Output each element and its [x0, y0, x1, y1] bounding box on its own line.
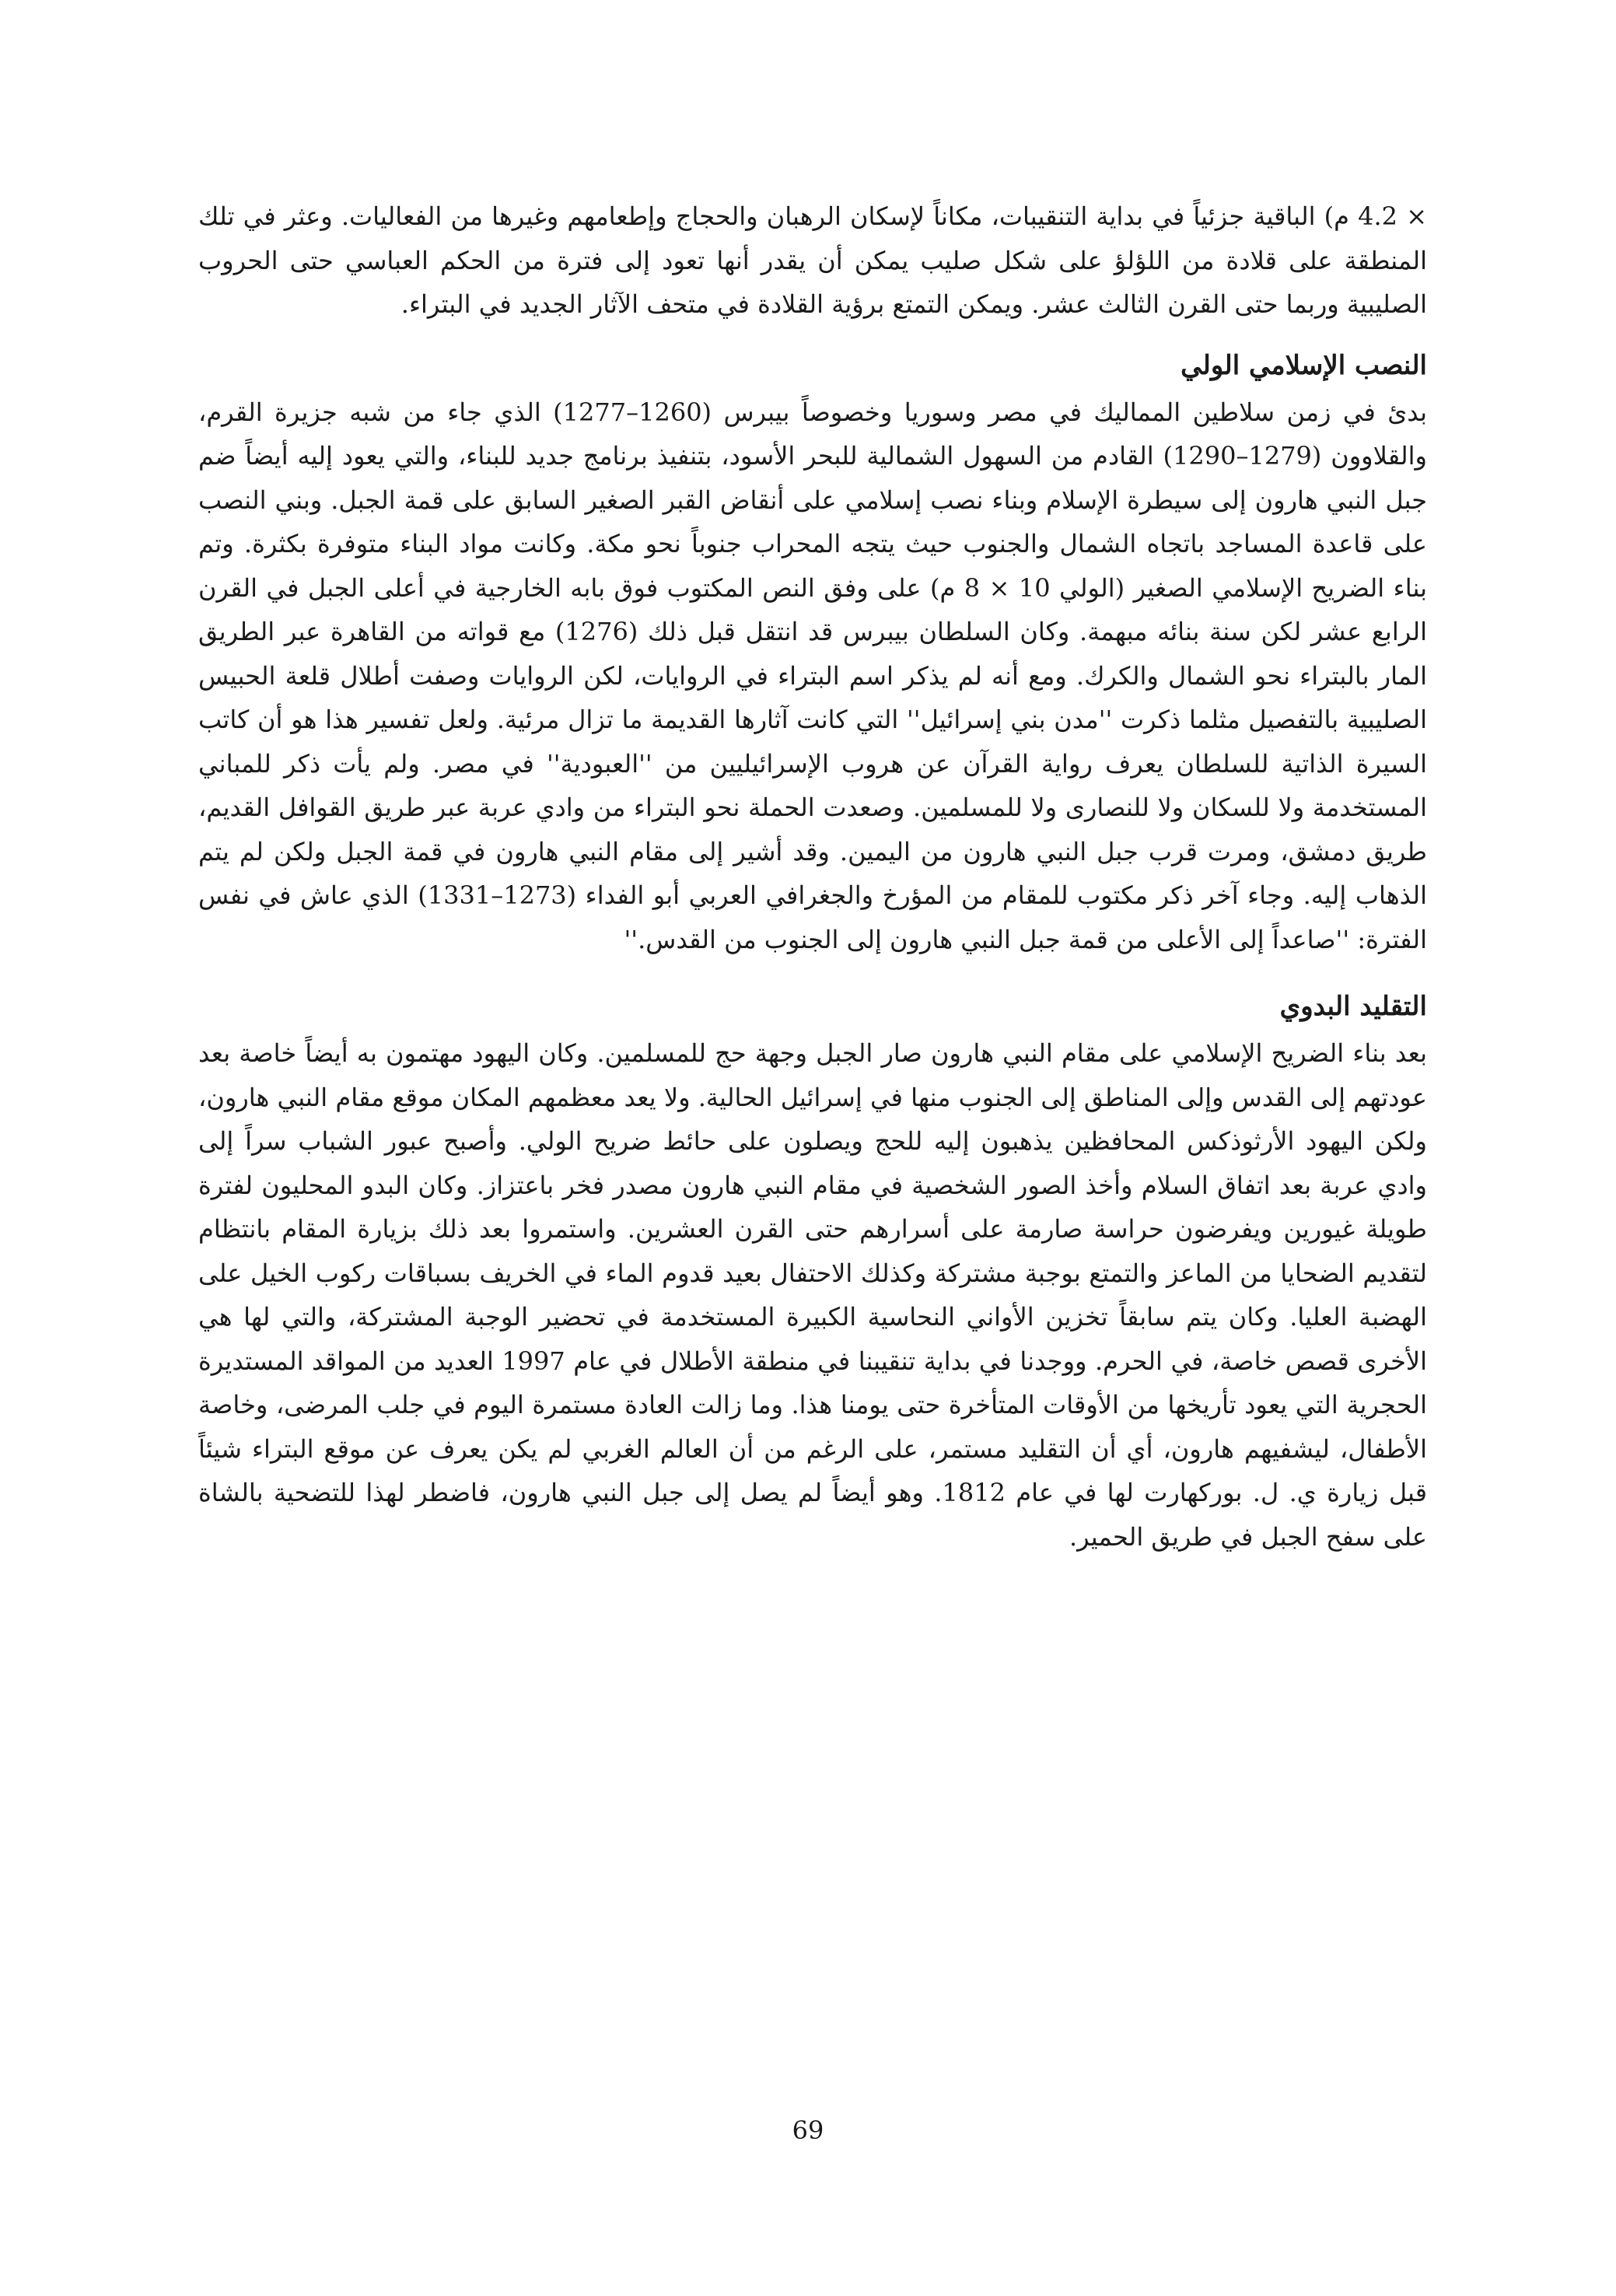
intro-paragraph: × 4.2 م) الباقية جزئياً في بداية التنقيبات، مكاناً لإسكان الرهبان والحجاج وإطعامهم وغيرها من الفعاليات. وعثر في تلك المنطقة على قلادة من اللؤلؤ على شكل صليب يمكن أن يقدر أنها تعود إلى فترة من الحكم العباسي حتى الحروب الصليبية وربما حتى القرن الثالث عشر. ويمكن التمتع برؤية القلادة في متحف الآثار الجديد في البتراء.: [198, 201, 1427, 319]
section-heading-bedouin-tradition: التقليد البدوي: [1279, 991, 1427, 1022]
page-number: 69: [792, 2116, 824, 2145]
section-heading-islamic-monument: النصب الإسلامي الولي: [1181, 349, 1427, 381]
document-page: [198, 194, 1427, 2139]
section-body-bedouin-tradition: بعد بناء الضريح الإسلامي على مقام النبي هارون صار الجبل وجهة حج للمسلمين. وكان اليهود مهتمون به أيضاً خاصة بعد عودتهم إلى القدس وإلى المناطق إلى الجنوب منها في إسرائيل الحالية. ولا يعد معظمهم المكان موقع مقام النبي هارون، ولكن اليهود الأرثوذكس المحافظين يذهبون إليه للحج ويصلون على حائط ضريح الولي. وأصبح عبور الشباب سراً إلى وادي عربة بعد اتفاق السلام وأخذ الصور الشخصية في مقام النبي هارون مصدر فخر باعتزاز. وكان البدو المحليون لفترة طويلة غيورين ويفرضون حراسة صارمة على أسرارهم حتى القرن العشرين. واستمروا بعد ذلك بزيارة المقام بانتظام لتقديم الضحايا من الماعز والتمتع بوجبة مشتركة وكذلك الاحتفال بعيد قدوم الماء في الخريف بسباقات ركوب الخيل على الهضبة العليا. وكان يتم سابقاً تخزين الأواني النحاسية الكبيرة المستخدمة في تحضير الوجبة المشتركة، والتي لها هي الأخرى قصص خاصة، في الحرم. ووجدنا في بداية تنقيبنا في منطقة الأطلال في عام 1997 العديد من المواقد المستديرة الحجرية التي يعود تأريخها من الأوقات المتأخرة حتى يومنا هذا. وما زالت العادة مستمرة اليوم في جلب المرضى، وخاصة الأطفال، ليشفيهم هارون، أي أن التقليد مستمر، على الرغم من أن العالم الغربي لم يكن يعرف عن موقع البتراء شيئاً قبل زيارة ي. ل. بوركهارت لها في عام 1812. وهو أيضاً لم يصل إلى جبل النبي هارون، فاضطر لهذا للتضحية بالشاة على سفح الجبل في طريق الحمير.: [198, 1038, 1427, 1552]
section-body-islamic-monument: بدئ في زمن سلاطين المماليك في مصر وسوريا وخصوصاً بيبرس (1260–1277) الذي جاء من شبه جزيرة القرم، والقلاوون (1279–1290) القادم من السهول الشمالية للبحر الأسود، بتنفيذ برنامج جديد للبناء، والتي يعود إليه أيضاً ضم جبل النبي هارون إلى سيطرة الإسلام وبناء نصب إسلامي على أنقاض القبر الصغير السابق على قمة الجبل. وبني النصب على قاعدة المساجد باتجاه الشمال والجنوب حيث يتجه المحراب جنوباً نحو مكة. وكانت مواد البناء متوفرة بكثرة. وتم بناء الضريح الإسلامي الصغير (الولي 10 × 8 م) على وفق النص المكتوب فوق بابه الخارجية في أعلى الجبل في القرن الرابع عشر لكن سنة بنائه مبهمة. وكان السلطان بيبرس قد انتقل قبل ذلك (1276) مع قواته من القاهرة عبر الطريق المار بالبتراء نحو الشمال والكرك. ومع أنه لم يذكر اسم البتراء في الروايات، لكن الروايات وصفت أطلال قلعة الحبيس الصليبية بالتفصيل مثلما ذكرت ''مدن بني إسرائيل'' التي كانت آثارها القديمة ما تزال مرئية. ولعل تفسير هذا هو أن كاتب السيرة الذاتية للسلطان يعرف رواية القرآن عن هروب الإسرائيليين من ''العبودية'' في مصر. ولم يأت ذكر للمباني المستخدمة ولا للسكان ولا للنصارى ولا للمسلمين. وصعدت الحملة نحو البتراء من وادي عربة عبر طريق القوافل القديم، طريق دمشق، ومرت قرب جبل النبي هارون من اليمين. وقد أشير إلى مقام النبي هارون في قمة الجبل ولكن لم يتم الذهاب إليه. وجاء آخر ذكر مكتوب للمقام من المؤرخ والجغرافي العربي أبو الفداء (1273–1331) الذي عاش في نفس الفترة: ''صاعداً إلى الأعلى من قمة جبل النبي هارون إلى الجنوب من القدس.'': [198, 397, 1427, 954]
